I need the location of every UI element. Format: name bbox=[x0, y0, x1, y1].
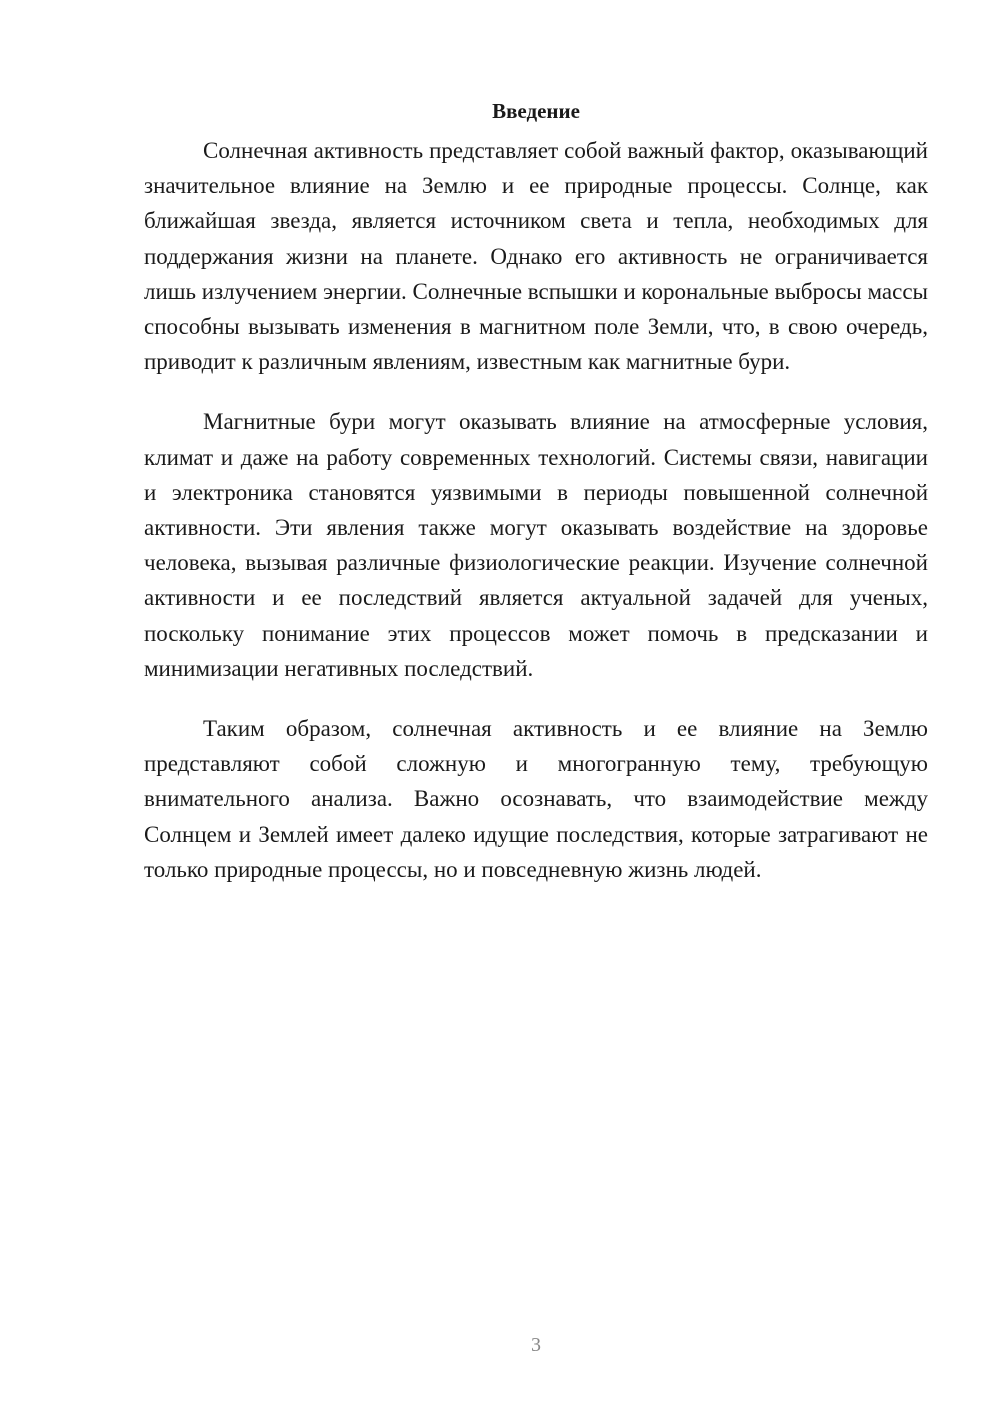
page-content bbox=[144, 94, 928, 912]
paragraph-2: Магнитные бури могут оказывать влияние на атмосферные условия, климат и даже на работу современных технологий. Системы связи, навигации и электроника становятся уязвимыми в периоды повышенной солнечной активности. Эти явления также могут оказывать воздействие на здоровье человека, вызывая различные физиологические реакции. Изучение солнечной активности и ее последствий является актуальной задачей для ученых, поскольку понимание этих процессов может помочь в предсказании и минимизации негативных последствий. bbox=[144, 409, 928, 681]
section-title: Введение bbox=[492, 99, 580, 123]
paragraph-1: Солнечная активность представляет собой важный фактор, оказывающий значительное влияние на Землю и ее природные процессы. Солнце, как ближайшая звезда, является источником света и тепла, необходимых для поддержания жизни на планете. Однако его активность не ограничивается лишь излучением энергии. Солнечные вспышки и корональные выбросы массы способны вызывать изменения в магнитном поле Земли, что, в свою очередь, приводит к различным явлениям, известным как магнитные бури. bbox=[144, 138, 928, 375]
paragraph-3: Таким образом, солнечная активность и ее влияние на Землю представляют собой сложную и многогранную тему, требующую внимательного анализа. Важно осознавать, что взаимодействие между Солнцем и Землей имеет далеко идущие последствия, которые затрагивают не только природные процессы, но и повседневную жизнь людей. bbox=[144, 716, 928, 882]
page-number: 3 bbox=[531, 1334, 541, 1356]
